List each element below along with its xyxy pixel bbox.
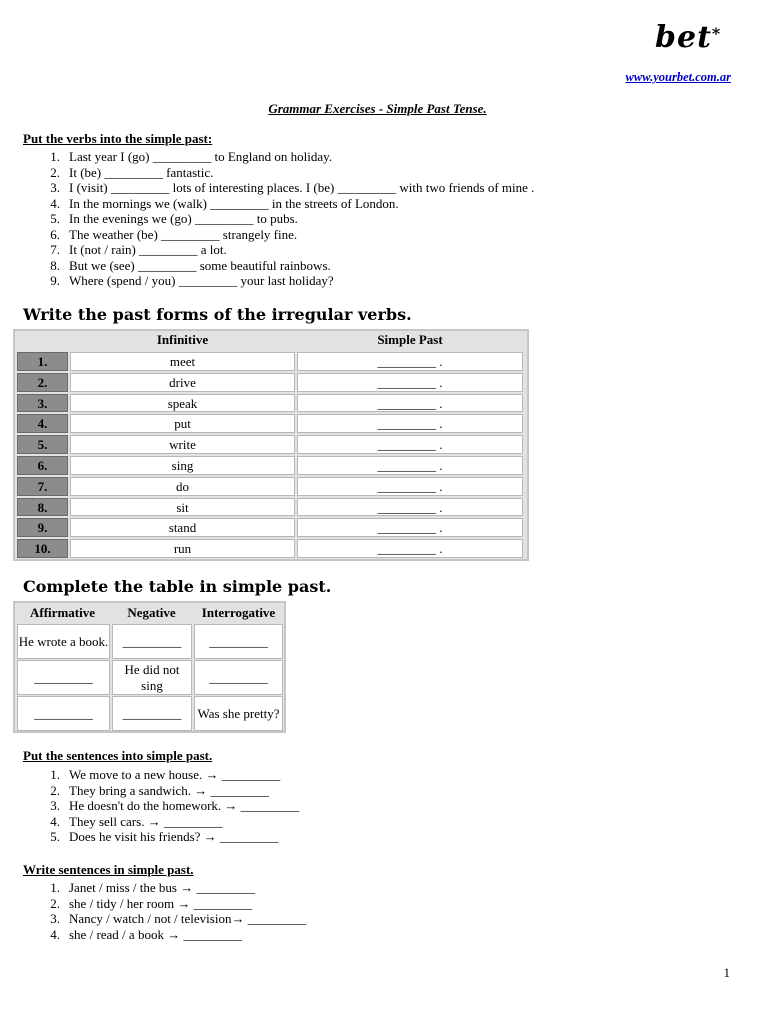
table-cell-blank[interactable]: _________ (112, 696, 192, 731)
section4-list (23, 767, 299, 845)
list-item: 4. They sell cars. → _________ (50, 813, 223, 829)
table-row (15, 351, 527, 372)
table-cell: Was she pretty? (194, 696, 283, 731)
column-header-interrogative: Interrogative (201, 605, 276, 620)
list-item: 2. They bring a sandwich. → _________ (50, 782, 270, 798)
list-item: 2. she / tidy / her room → _________ (50, 895, 253, 911)
simple-past-blank[interactable]: _________ . (297, 518, 523, 537)
list-item: 7. It (not / rain) _________ a lot. (50, 242, 227, 257)
irregular-verbs-table (13, 329, 529, 561)
logo-text: bet (655, 20, 712, 55)
table-cell-blank[interactable]: _________ (194, 660, 283, 695)
list-item: 8. But we (see) _________ some beautiful rainbows. (50, 257, 331, 273)
table-cell-blank[interactable]: _________ (17, 660, 110, 695)
logo-mark: * (711, 24, 722, 43)
row-number: 8. (17, 498, 68, 517)
infinitive-cell: write (70, 435, 295, 454)
row-number: 6. (17, 456, 68, 475)
list-item: 1. We move to a new house. → _________ (50, 767, 281, 782)
section1-label: Put the verbs into the simple past: (23, 131, 213, 146)
document-title: Grammar Exercises - Simple Past Tense. (268, 101, 487, 116)
infinitive-cell: meet (70, 352, 295, 371)
row-number: 3. (17, 394, 68, 413)
table-cell: He wrote a book. (17, 624, 110, 659)
section1-list (23, 149, 534, 289)
website-link[interactable]: www.yourbet.com.ar (625, 70, 731, 84)
section3-heading: Complete the table in simple past. (23, 577, 332, 596)
simple-past-blank[interactable]: _________ . (297, 435, 523, 454)
list-item: 3. I (visit) _________ lots of interesting places. I (be) _________ with two friends of mine . (50, 180, 535, 195)
table-cell-blank[interactable]: _________ (17, 696, 110, 731)
list-item: 3. Nancy / watch / not / television→ _________ (50, 911, 307, 926)
row-number: 10. (17, 539, 68, 558)
table-cell-blank[interactable]: _________ (112, 624, 192, 659)
column-header-affirmative: Affirmative (30, 605, 95, 620)
table-row (15, 517, 527, 538)
column-header-negative: Negative (127, 605, 176, 620)
list-item: 1. Last year I (go) _________ to England on holiday. (50, 149, 333, 164)
list-item: 6. The weather (be) _________ strangely fine. (50, 226, 298, 242)
infinitive-cell: stand (70, 518, 295, 537)
infinitive-cell: run (70, 539, 295, 558)
simple-past-blank[interactable]: _________ . (297, 477, 523, 496)
table-row (15, 393, 527, 414)
simple-past-blank[interactable]: _________ . (297, 352, 523, 371)
simple-past-blank[interactable]: _________ . (297, 539, 523, 558)
complete-table (13, 601, 286, 733)
table-row (15, 497, 527, 518)
list-item: 9. Where (spend / you) _________ your last holiday? (50, 273, 334, 288)
row-number: 2. (17, 373, 68, 392)
infinitive-cell: sit (70, 498, 295, 517)
section4-label: Put the sentences into simple past. (23, 748, 213, 763)
list-item: 4. In the mornings we (walk) _________ in the streets of London. (50, 195, 399, 211)
simple-past-blank[interactable]: _________ . (297, 456, 523, 475)
row-number: 4. (17, 414, 68, 433)
row-number: 5. (17, 435, 68, 454)
simple-past-blank[interactable]: _________ . (297, 373, 523, 392)
row-number: 9. (17, 518, 68, 537)
list-item: 2. It (be) _________ fantastic. (50, 164, 214, 180)
table-cell: He did not sing (112, 660, 192, 695)
infinitive-cell: do (70, 477, 295, 496)
section2-heading: Write the past forms of the irregular verbs. (23, 305, 412, 324)
simple-past-blank[interactable]: _________ . (297, 498, 523, 517)
list-item: 5. In the evenings we (go) _________ to pubs. (50, 211, 298, 226)
infinitive-cell: speak (70, 394, 295, 413)
table-row (15, 413, 527, 434)
infinitive-cell: drive (70, 373, 295, 392)
list-item: 3. He doesn't do the homework. → _________ (50, 798, 300, 813)
list-item: 4. she / read / a book → _________ (50, 926, 242, 942)
table-row (15, 455, 527, 476)
table-row (15, 372, 527, 393)
section5-label: Write sentences in simple past. (23, 862, 194, 877)
column-header-simple-past: Simple Past (377, 332, 443, 347)
list-item: 5. Does he visit his friends? → _________ (50, 829, 279, 844)
table-cell-blank[interactable]: _________ (194, 624, 283, 659)
page-number: 1 (723, 965, 730, 980)
infinitive-cell: put (70, 414, 295, 433)
list-item: 1. Janet / miss / the bus → _________ (50, 880, 255, 895)
table-row (15, 434, 527, 455)
bet-logo (655, 18, 721, 58)
infinitive-cell: sing (70, 456, 295, 475)
simple-past-blank[interactable]: _________ . (297, 394, 523, 413)
row-number: 1. (17, 352, 68, 371)
table-row (15, 476, 527, 497)
column-header-infinitive: Infinitive (156, 332, 209, 347)
section5-list (23, 880, 306, 942)
table-row (15, 538, 527, 559)
simple-past-blank[interactable]: _________ . (297, 414, 523, 433)
row-number: 7. (17, 477, 68, 496)
